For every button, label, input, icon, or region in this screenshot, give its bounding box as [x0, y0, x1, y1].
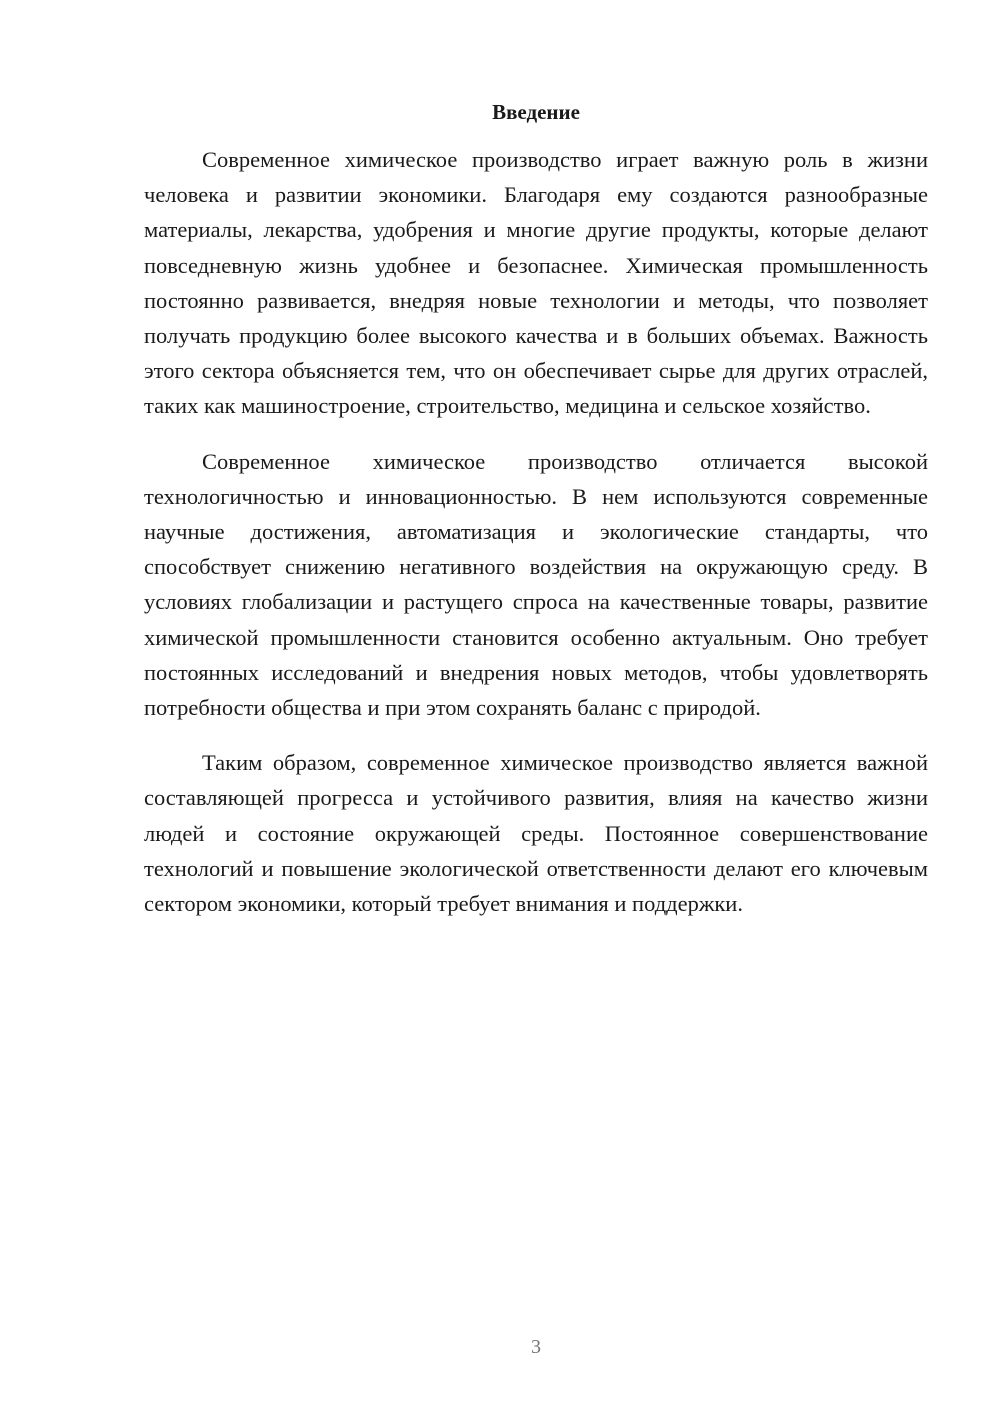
paragraph-1: Современное химическое производство играет важную роль в жизни человека и развитии экономики. Благодаря ему создаются разнообразные материалы, лекарства, удобрения и многие другие продукты, которые делают повседневную жизнь удобнее и безопаснее. Химическая промышленность постоянно развивается, внедряя новые технологии и методы, что позволяет получать продукцию более высокого качества и в больших объемах. Важность этого сектора объясняется тем, что он обеспечивает сырье для других отраслей, таких как машиностроение, строительство, медицина и сельское хозяйство.: [144, 147, 928, 419]
paragraph-2: Современное химическое производство отличается высокой технологичностью и инновационностью. В нем используются современные научные достижения, автоматизация и экологические стандарты, что способствует снижению негативного воздействия на окружающую среду. В условиях глобализации и растущего спроса на качественные товары, развитие химической промышленности становится особенно актуальным. Оно требует постоянных исследований и внедрения новых методов, чтобы удовлетворять потребности общества и при этом сохранять баланс с природой.: [144, 448, 928, 721]
page-number: 3: [531, 1336, 541, 1358]
section-title: Введение: [492, 100, 580, 124]
body-text: [144, 142, 928, 941]
paragraph-3: Таким образом, современное химическое производство является важной составляющей прогресса и устойчивого развития, влияя на качество жизни людей и состояние окружающей среды. Постоянное совершенствование технологий и повышение экологической ответственности делают его ключевым сектором экономики, который требует внимания и поддержки.: [144, 750, 928, 917]
